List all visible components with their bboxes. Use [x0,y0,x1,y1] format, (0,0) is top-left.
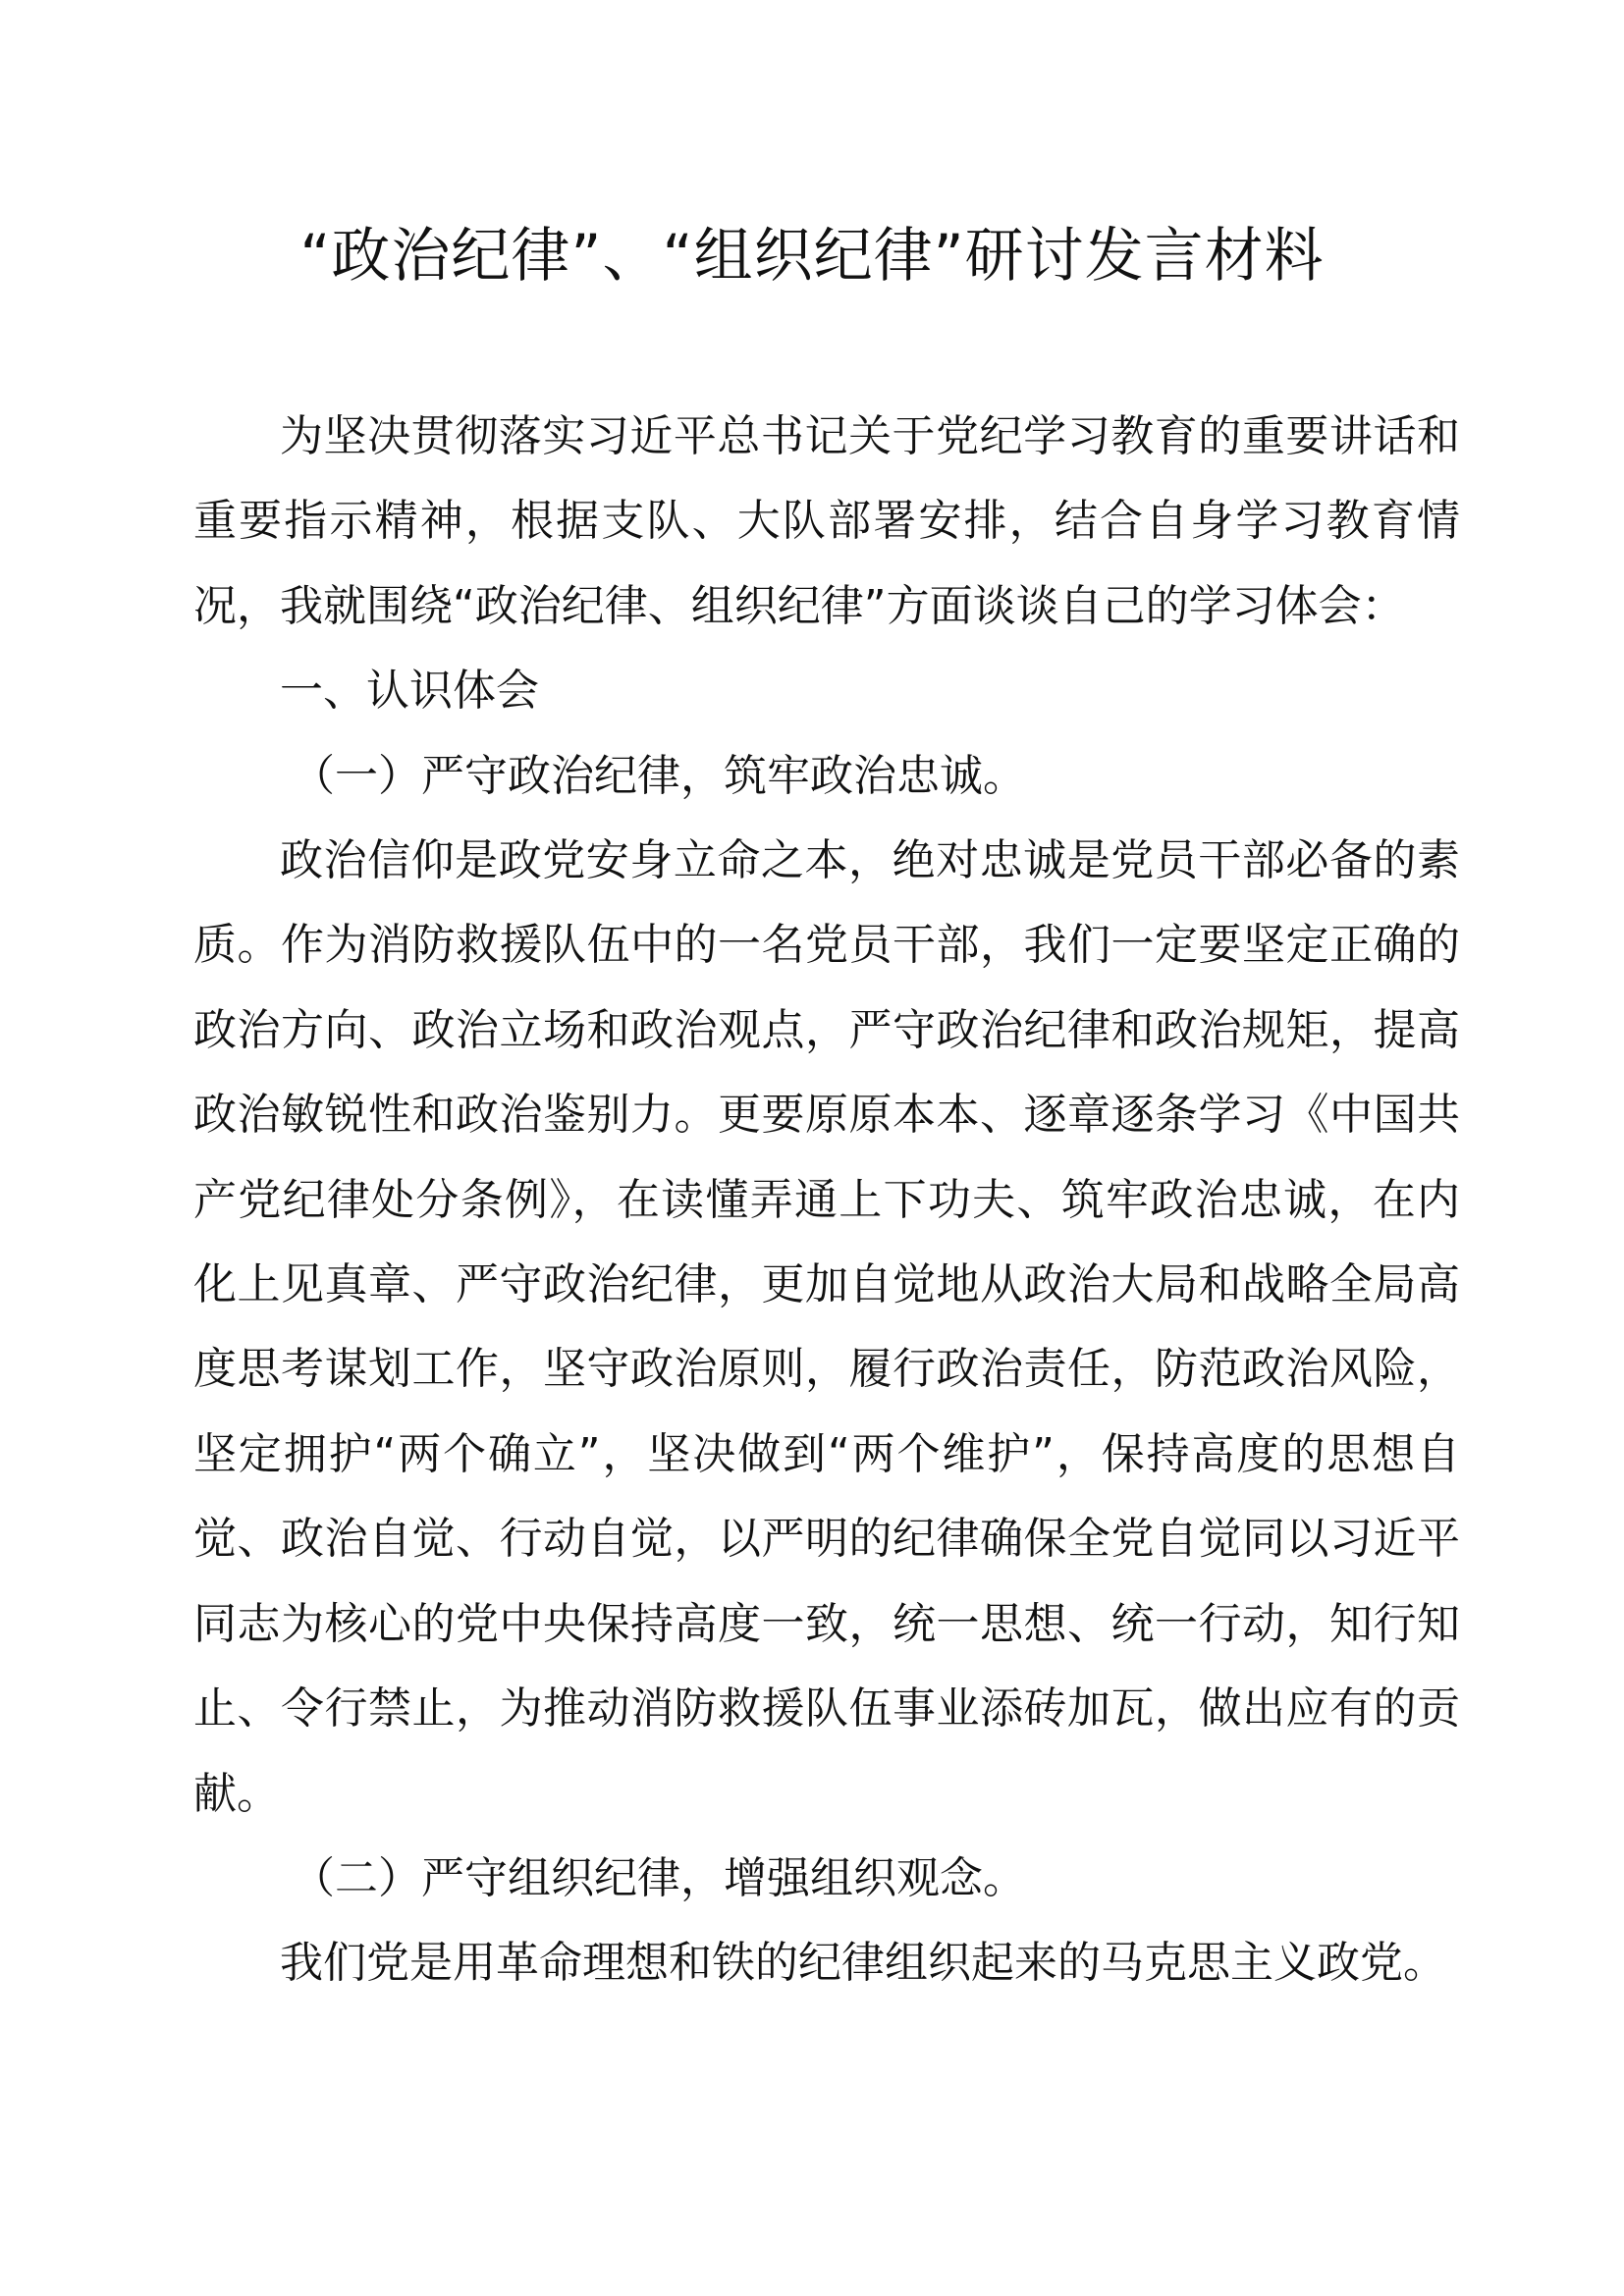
subsection-1-paragraph: 政治信仰是政党安身立命之本，绝对忠诚是党员干部必备的素质。作为消防救援队伍中的一名党员干部，我们一定要坚定正确的政治方向、政治立场和政治观点，严守政治纪律和政治规矩，提高政治敏锐性和政治鉴别力。更要原原本本、逐章逐条学习《中国共产党纪律处分条例》，在读懂弄通上下功夫、筑牢政治忠诚，在内化上见真章、严守政治纪律，更加自觉地从政治大局和战略全局高度思考谋划工作，坚守政治原则，履行政治责任，防范政治风险，坚定拥护“两个确立”，坚决做到“两个维护”，保持高度的思想自觉、政治自觉、行动自觉，以严明的纪律确保全党自觉同以习近平同志为核心的党中央保持高度一致，统一思想、统一行动，知行知止、令行禁止，为推动消防救援队伍事业添砖加瓦，做出应有的贡献。 [193,835,1460,1819]
subsection-heading-1: （一）严守政治纪律，筑牢政治忠诚。 [292,750,1026,801]
subsection-heading-2: （二）严守组织纪律，增强组织观念。 [292,1852,1026,1903]
subsection-2-paragraph: 我们党是用革命理想和铁的纪律组织起来的马克思主义政党。 [280,1938,1446,1989]
intro-paragraph: 为坚决贯彻落实习近平总书记关于党纪学习教育的重要讲话和重要指示精神，根据支队、大队部署安排，结合自身学习教育情况，我就围绕“政治纪律、组织纪律”方面谈谈自己的学习体会： [193,411,1460,631]
document-body [193,395,1460,2006]
document-title: “政治纪律”、“组织纪律”研讨发言材料 [299,222,1325,291]
section-heading-1: 一、认识体会 [280,666,539,717]
